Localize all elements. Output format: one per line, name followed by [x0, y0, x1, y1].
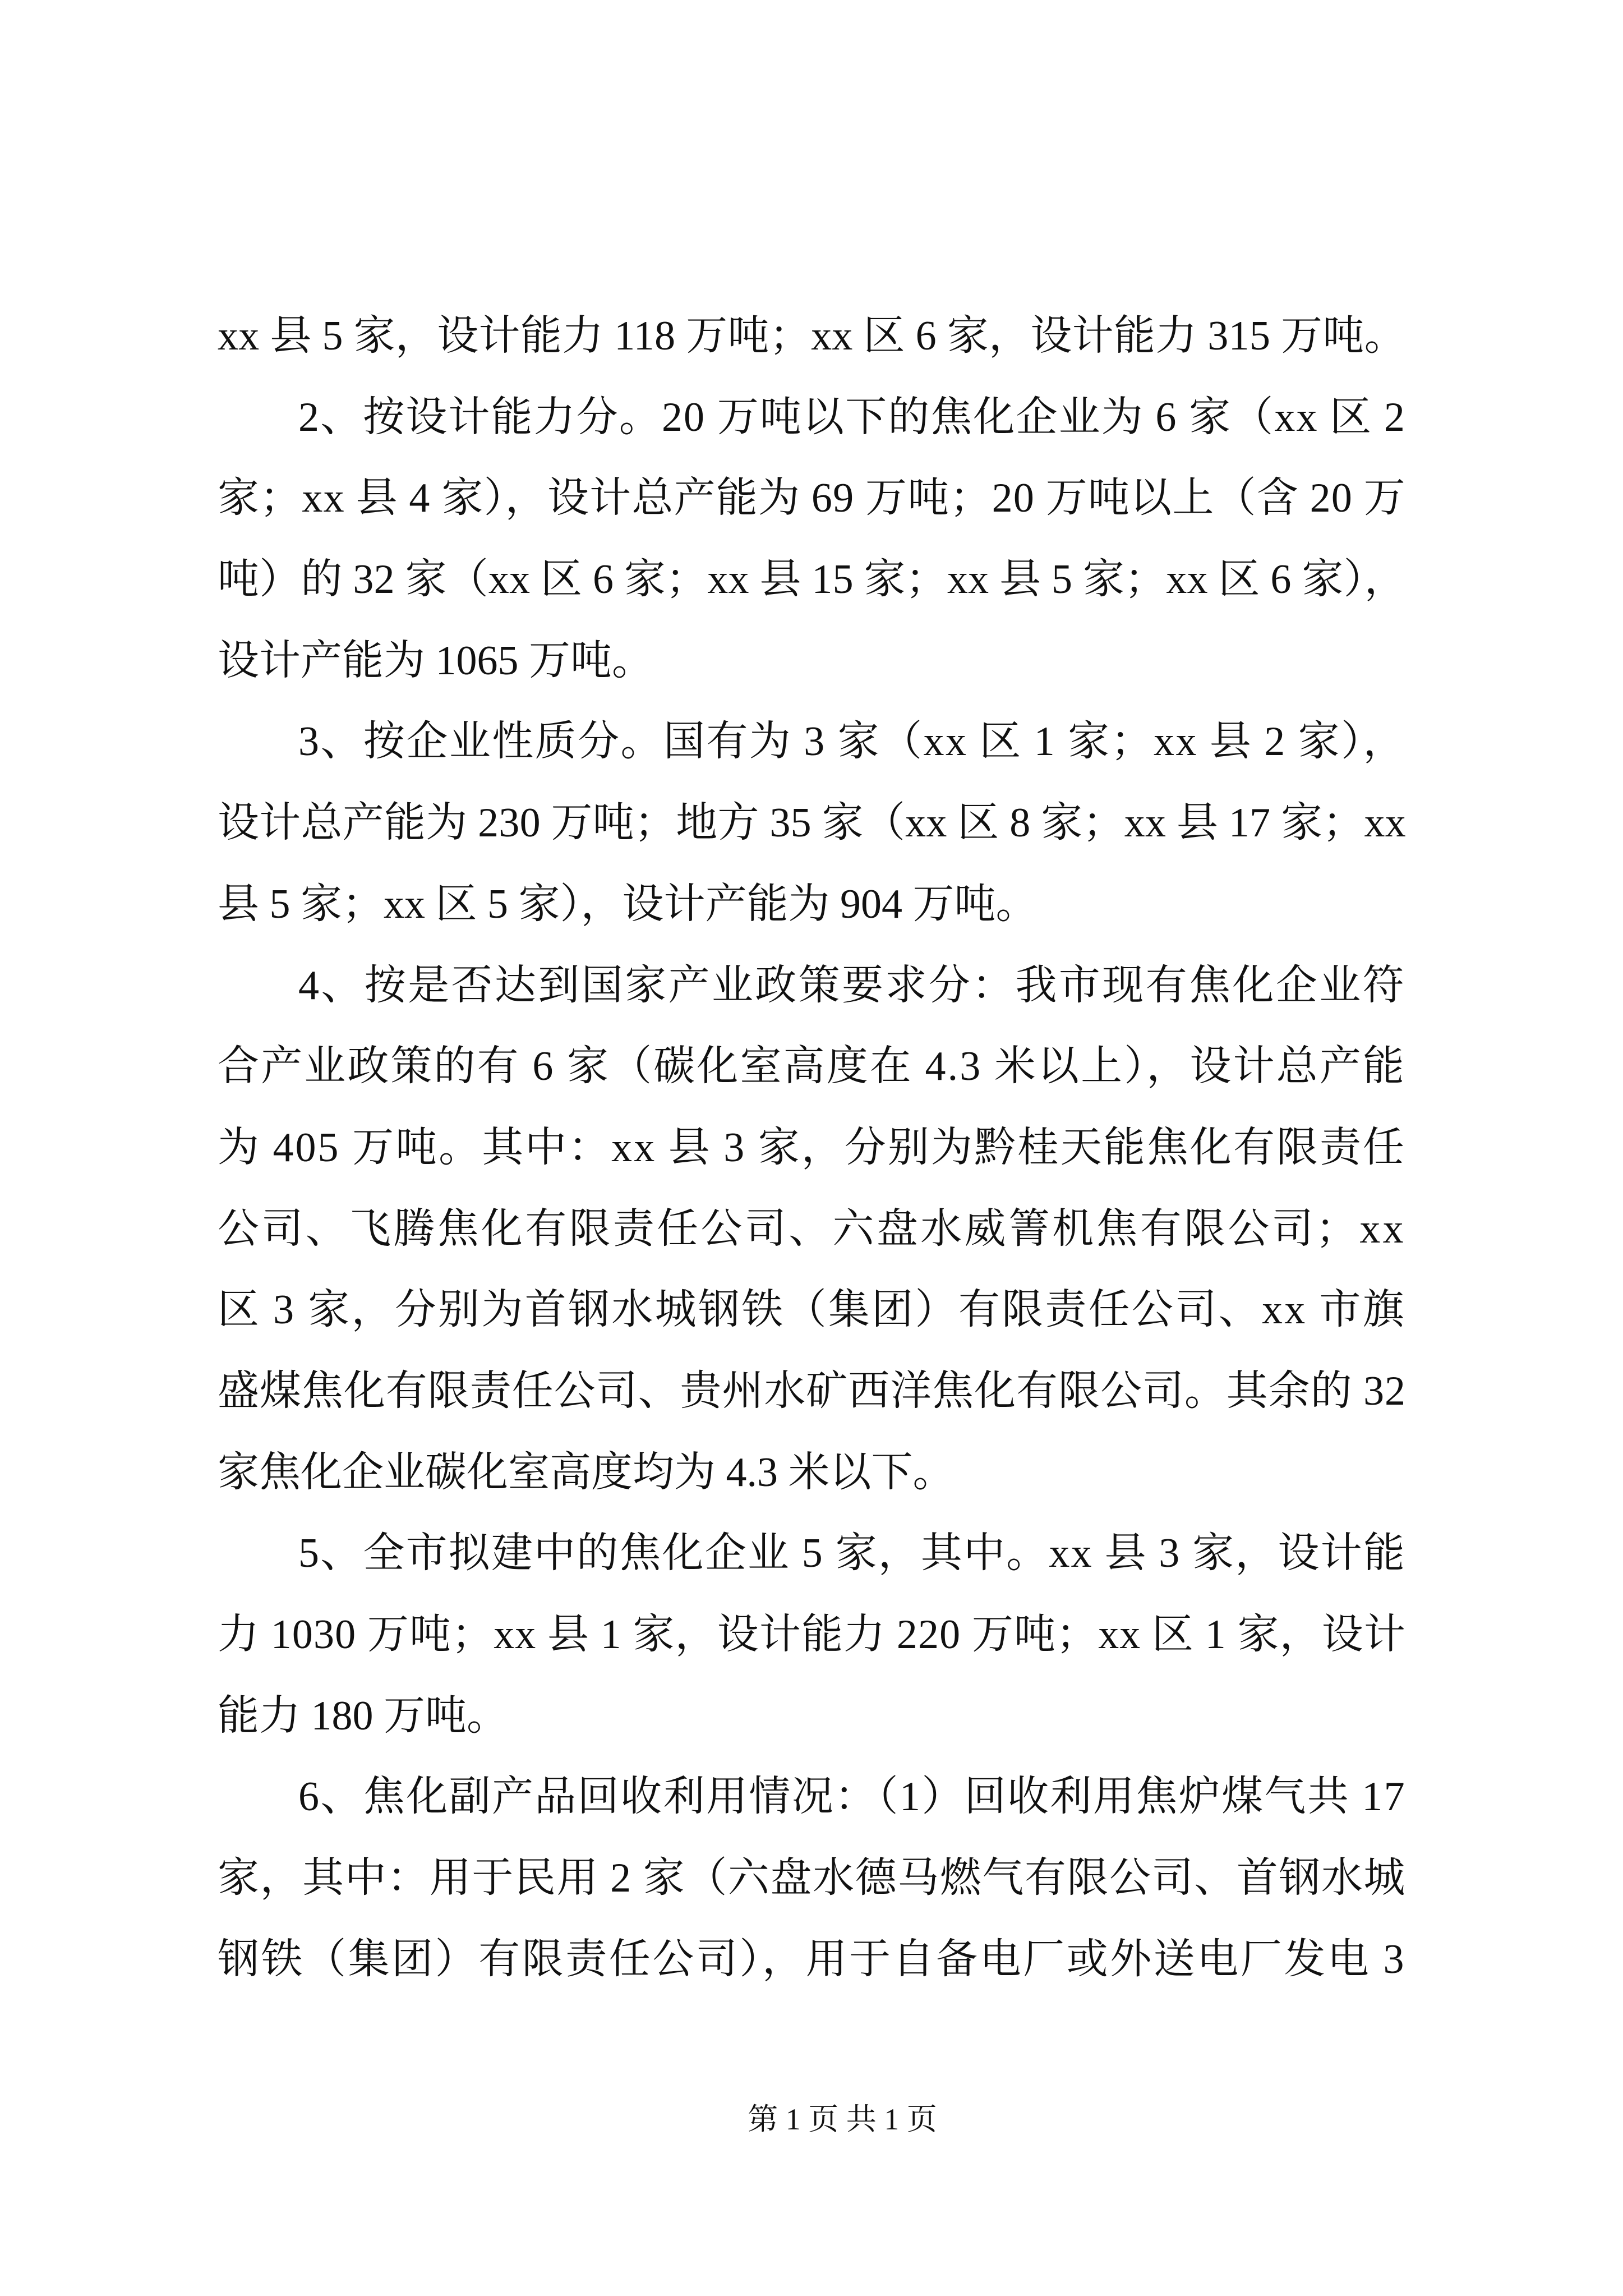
line-text: 设计产能为 1065 万吨。: [218, 637, 653, 684]
page-number-indicator: 第 1 页 共 1 页: [748, 2102, 937, 2136]
line-text: 4、按是否达到国家产业政策要求分：我市现有焦化企业符: [298, 962, 1406, 1009]
line-text: 合产业政策的有 6 家（碳化室高度在 4.3 米以上），设计总产能: [218, 1043, 1406, 1090]
text-line: [218, 620, 1406, 702]
text-line: [218, 1513, 1406, 1594]
text-line: [218, 1594, 1406, 1676]
text-line: [218, 1189, 1406, 1270]
text-line: [218, 539, 1406, 620]
line-text: 钢铁（集团）有限责任公司），用于自备电厂或外送电厂发电 3: [218, 1936, 1406, 1982]
text-line: [218, 1838, 1406, 1919]
line-text: 5、全市拟建中的焦化企业 5 家，其中。xx 县 3 家，设计能: [298, 1530, 1406, 1577]
text-line: [218, 1107, 1406, 1189]
line-text: 区 3 家，分别为首钢水城钢铁（集团）有限责任公司、xx 市旗: [218, 1287, 1406, 1333]
line-text: 盛煤焦化有限责任公司、贵州水矿西洋焦化有限公司。其余的 32: [218, 1368, 1406, 1414]
text-line: [218, 458, 1406, 539]
line-text: 县 5 家；xx 区 5 家），设计产能为 904 万吨。: [218, 881, 1038, 927]
line-text: 为 405 万吨。其中：xx 县 3 家，分别为黔桂天能焦化有限责任: [218, 1124, 1406, 1171]
line-text: 2、按设计能力分。20 万吨以下的焦化企业为 6 家（xx 区 2: [298, 394, 1406, 440]
text-line: [218, 945, 1406, 1027]
line-text: 吨）的 32 家（xx 区 6 家；xx 县 15 家；xx 县 5 家；xx 区 6 家），: [218, 556, 1406, 603]
line-text: 能力 180 万吨。: [218, 1692, 508, 1739]
text-line: [218, 1351, 1406, 1432]
line-text: xx 县 5 家，设计能力 118 万吨；xx 区 6 家，设计能力 315 万吨。: [218, 313, 1406, 359]
line-text: 家焦化企业碳化室高度均为 4.3 米以下。: [218, 1449, 955, 1496]
text-line: [218, 377, 1406, 458]
text-line: [218, 1676, 1406, 1757]
text-line: [218, 1026, 1406, 1107]
text-line: [218, 1432, 1406, 1513]
text-line: [218, 864, 1406, 945]
line-text: 家；xx 县 4 家），设计总产能为 69 万吨；20 万吨以上（含 20 万: [218, 475, 1406, 522]
text-line: [218, 296, 1406, 377]
line-text: 3、按企业性质分。国有为 3 家（xx 区 1 家；xx 县 2 家），: [298, 719, 1406, 765]
document-body: [218, 296, 1406, 2000]
text-line: [218, 1269, 1406, 1351]
page-footer: [0, 2097, 1623, 2142]
line-text: 设计总产能为 230 万吨；地方 35 家（xx 区 8 家；xx 县 17 家；xx: [218, 800, 1406, 846]
line-text: 6、焦化副产品回收利用情况：（1）回收利用焦炉煤气共 17: [298, 1774, 1406, 1820]
text-line: [218, 701, 1406, 783]
text-line: [218, 1919, 1406, 2000]
text-line: [218, 1756, 1406, 1838]
line-text: 力 1030 万吨；xx 县 1 家，设计能力 220 万吨；xx 区 1 家，设计: [218, 1612, 1406, 1658]
text-line: [218, 783, 1406, 864]
line-text: 公司、飞腾焦化有限责任公司、六盘水威箐机焦有限公司；xx: [218, 1205, 1406, 1252]
line-text: 家，其中：用于民用 2 家（六盘水德马燃气有限公司、首钢水城: [218, 1855, 1406, 1902]
